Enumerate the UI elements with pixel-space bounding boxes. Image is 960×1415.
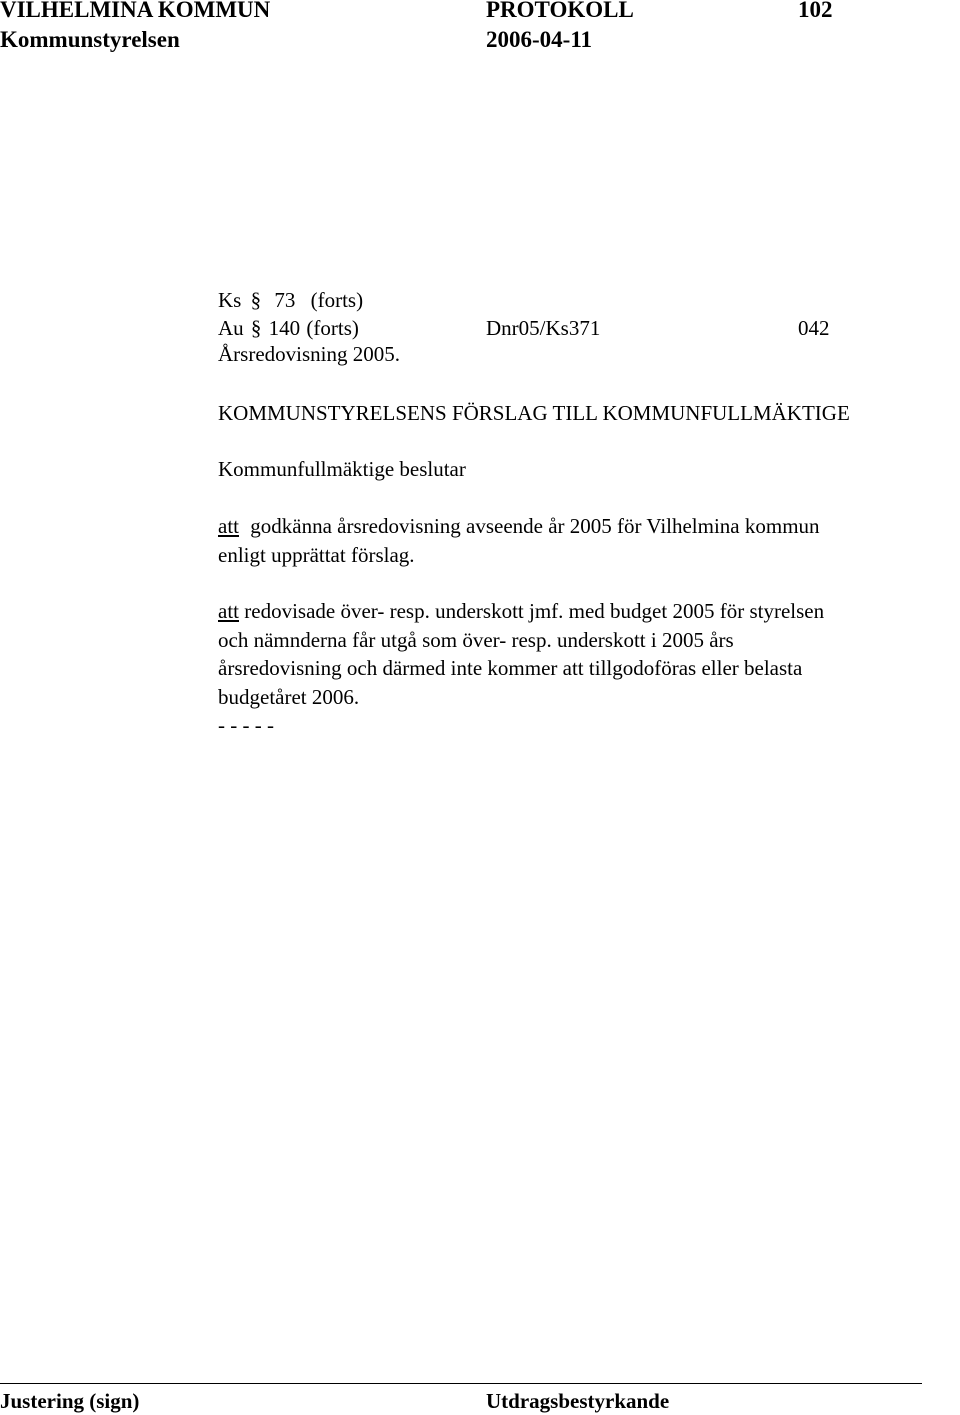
ks-number: 73 [274, 288, 296, 312]
footer-divider [0, 1383, 922, 1384]
case-subject: Årsredovisning 2005. [218, 342, 400, 366]
diary-number: Dnr05/Ks371 [486, 316, 601, 340]
decision-item-1-line-2: enligt upprättat förslag. [218, 542, 415, 567]
att-label: att [218, 599, 239, 623]
decision-item-1 [218, 512, 948, 569]
case-code: 042 [798, 316, 830, 340]
decision-item-2-text: redovisade över- resp. underskott jmf. med budget 2005 för styrelsen [244, 599, 825, 623]
meeting-date: 2006-04-11 [486, 27, 593, 52]
ks-prefix: Ks [218, 288, 242, 312]
decision-intro: Kommunfullmäktige beslutar [218, 457, 466, 481]
end-marker: - - - - - [218, 713, 274, 737]
justering-label: Justering (sign) [0, 1389, 140, 1413]
municipality-name: VILHELMINA KOMMUN [0, 0, 271, 22]
document-type: PROTOKOLL [486, 0, 634, 22]
decision-item-2-line-2: och nämnderna får utgå som över- resp. underskott i 2005 års [218, 627, 734, 652]
decision-item-1-line-1 [218, 512, 948, 541]
section-sign-icon: § [250, 288, 262, 312]
proposal-heading: KOMMUNSTYRELSENS FÖRSLAG TILL KOMMUNFULLMÄKTIGE [218, 401, 850, 425]
au-prefix: Au [218, 316, 244, 340]
decision-item-1-text: godkänna årsredovisning avseende år 2005 för Vilhelmina kommun [250, 514, 820, 538]
page-number: 102 [798, 0, 833, 22]
au-reference [218, 314, 359, 342]
ks-note: (forts) [310, 288, 364, 312]
section-sign-icon: § [250, 316, 262, 340]
body-name: Kommunstyrelsen [0, 27, 180, 52]
decision-item-2-line-4: budgetåret 2006. [218, 684, 360, 709]
au-number: 140 [268, 316, 301, 340]
ks-reference [218, 286, 363, 314]
decision-item-2 [218, 597, 948, 740]
decision-item-2-line-3: årsredovisning och därmed inte kommer att tillgodoföras eller belasta [218, 656, 803, 680]
utdrag-label: Utdragsbestyrkande [486, 1389, 670, 1413]
decision-item-2-line-1 [218, 597, 948, 626]
au-note: (forts) [306, 316, 359, 340]
att-label: att [218, 514, 239, 538]
